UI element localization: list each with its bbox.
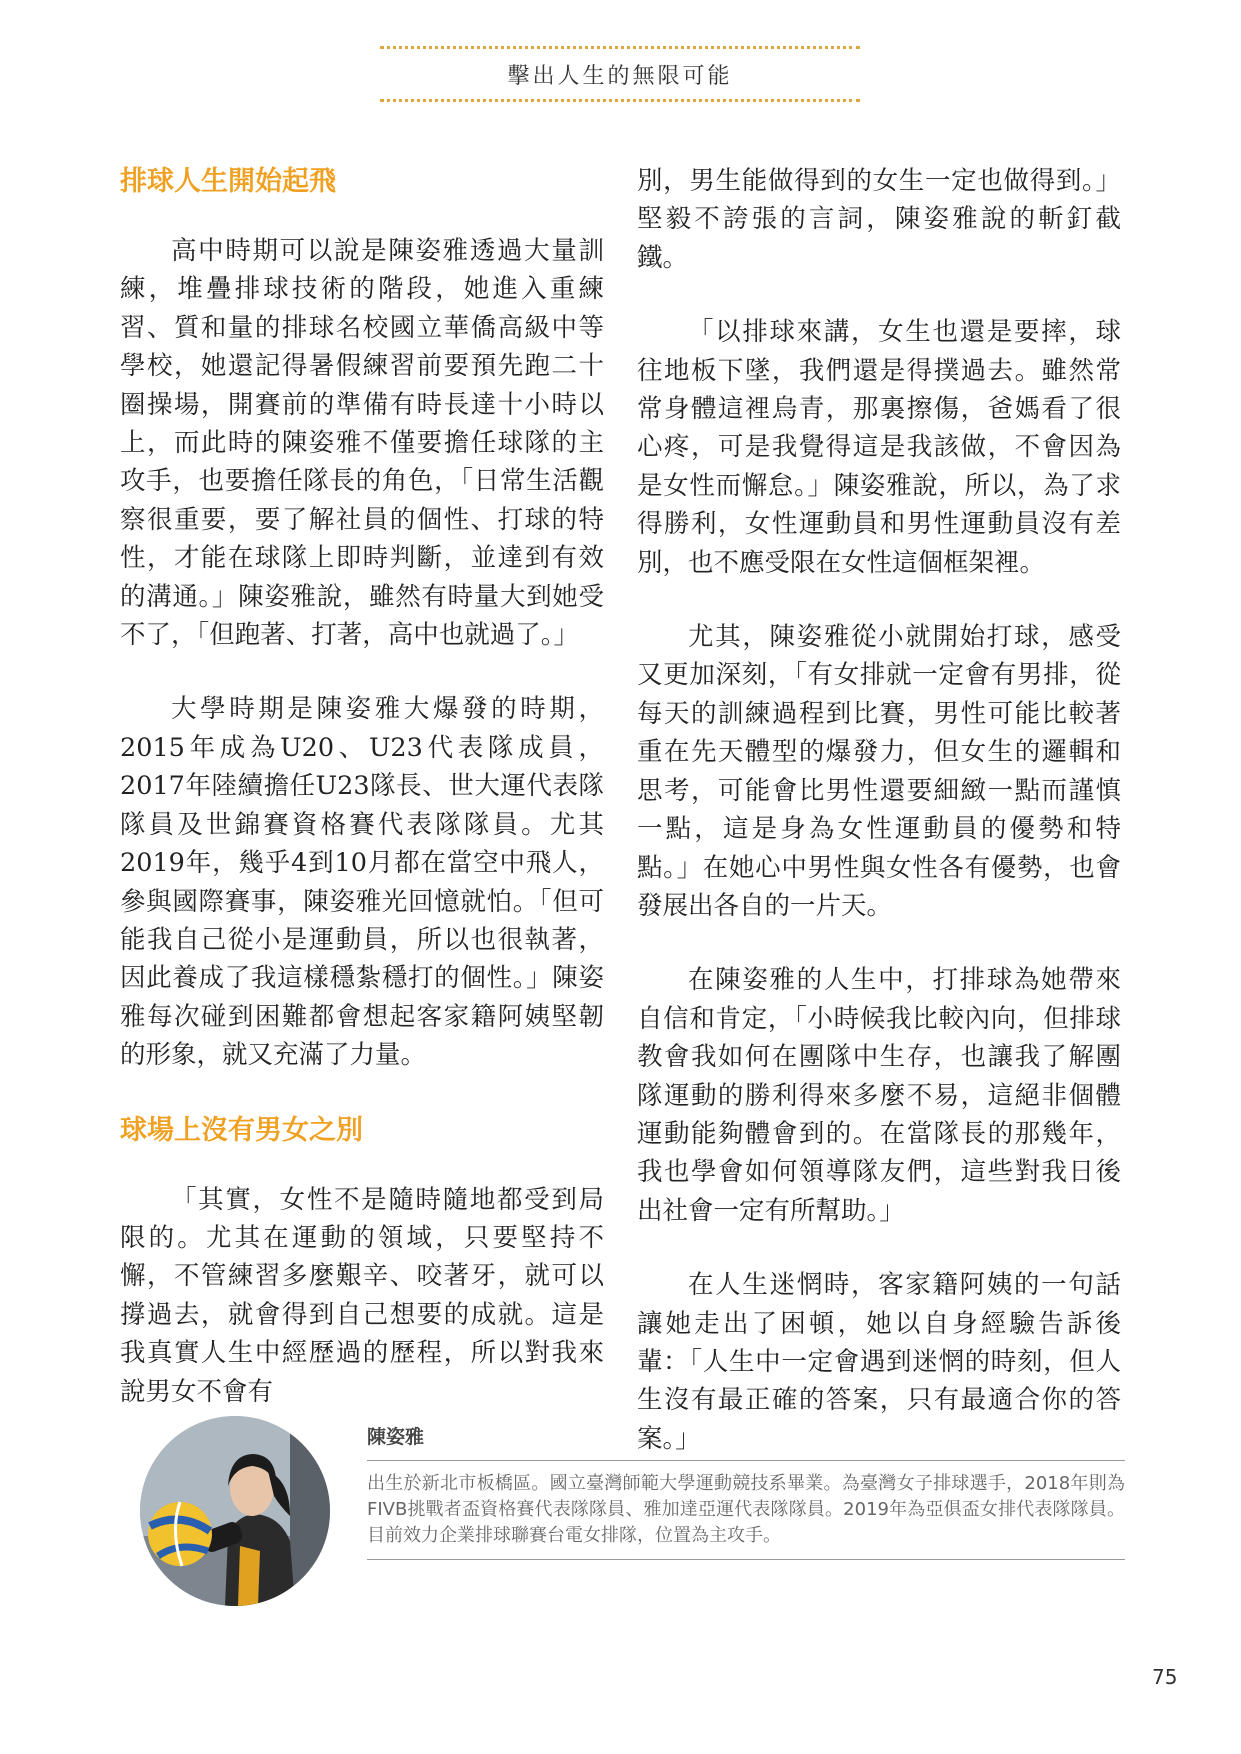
section-heading-2: 球場上沒有男女之別 [120, 1114, 363, 1146]
section-heading-1: 排球人生開始起飛 [120, 166, 336, 197]
bio-box [140, 1416, 1125, 1586]
profile-photo [140, 1416, 330, 1606]
paragraph-right-2: 「以排球來講，女生也還是要摔，球往地板下墜，我們還是得撲過去。雖然常常身體這裡烏青，那裏擦傷，爸媽看了很心疼，可是我覺得這是我該做，不會因為是女性而懈怠。」陳姿雅說，所以，為了求得勝利，女性運動員和男性運動員沒有差別，也不應受限在女性這個框架裡。 [637, 317, 1121, 578]
right-column [637, 162, 1121, 1494]
bio-text [367, 1424, 1125, 1560]
volleyball-player-photo-icon [140, 1416, 330, 1606]
bio-name: 陳姿雅 [367, 1426, 425, 1448]
paragraph-right-3: 尤其，陳姿雅從小就開始打球，感受又更加深刻，「有女排就一定會有男排，從每天的訓練過程到比賽，男性可能比較著重在先天體型的爆發力，但女生的邏輯和思考，可能會比男性還要細緻一點而謹慎一點，這是身為女性運動員的優勢和特點。」在她心中男性與女性各有優勢，也會發展出各自的一片天。 [637, 622, 1121, 921]
paragraph-right-5: 在人生迷惘時，客家籍阿姨的一句話讓她走出了困頓，她以自身經驗告訴後輩：「人生中一定會遇到迷惘的時刻，但人生沒有最正確的答案，只有最適合你的答案。」 [637, 1270, 1121, 1454]
paragraph-left-2: 大學時期是陳姿雅大爆發的時期，2015年成為U20、U23代表隊成員，2017年陸續擔任U23隊長、世大運代表隊隊員及世錦賽資格賽代表隊隊員。尤其2019年，幾乎4到10月都在當空中飛人，參與國際賽事，陳姿雅光回憶就怕。「但可能我自己從小是運動員，所以也很執著，因此養成了我這樣穩紮穩打的個性。」陳姿雅每次碰到困難都會想起客家籍阿姨堅韌的形象，就又充滿了力量。 [120, 694, 604, 1071]
bio-rule-bottom [367, 1559, 1125, 1560]
paragraph-left-3: 「其實，女性不是隨時隨地都受到局限的。尤其在運動的領域，只要堅持不懈，不管練習多麼艱辛、咬著牙，就可以撐過去，就會得到自己想要的成就。這是我真實人生中經歷過的歷程，所以對我來說男女不會有 [120, 1184, 604, 1407]
running-header [380, 46, 860, 102]
header-title: 擊出人生的無限可能 [507, 63, 733, 89]
bio-rule-top [367, 1460, 1125, 1461]
page-number: 75 [1152, 1665, 1178, 1689]
left-column [120, 162, 604, 1447]
bio-description: 出生於新北市板橋區。國立臺灣師範大學運動競技系畢業。為臺灣女子排球選手，2018年則為FIVB挑戰者盃資格賽代表隊隊員、雅加達亞運代表隊隊員。2019年為亞俱盃女排代表隊隊員。目前效力企業排球聯賽台電女排隊，位置為主攻手。 [367, 1473, 1125, 1546]
paragraph-right-4: 在陳姿雅的人生中，打排球為她帶來自信和肯定，「小時候我比較內向，但排球教會我如何在團隊中生存，也讓我了解團隊運動的勝利得來多麼不易，這絕非個體運動能夠體會到的。在當隊長的那幾年，我也學會如何領導隊友們，這些對我日後出社會一定有所幫助。」 [637, 965, 1121, 1226]
paragraph-left-1: 高中時期可以說是陳姿雅透過大量訓練，堆疊排球技術的階段，她進入重練習、質和量的排球名校國立華僑高級中等學校，她還記得暑假練習前要預先跑二十圈操場，開賽前的準備有時長達十小時以上，而此時的陳姿雅不僅要擔任球隊的主攻手，也要擔任隊長的角色，「日常生活觀察很重要，要了解社員的個性、打球的特性，才能在球隊上即時判斷，並達到有效的溝通。」陳姿雅說，雖然有時量大到她受不了，「但跑著、打著，高中也就過了。」 [120, 236, 604, 651]
paragraph-right-1: 別，男生能做得到的女生一定也做得到。」堅毅不誇張的言詞，陳姿雅說的斬釘截鐵。 [637, 166, 1121, 273]
